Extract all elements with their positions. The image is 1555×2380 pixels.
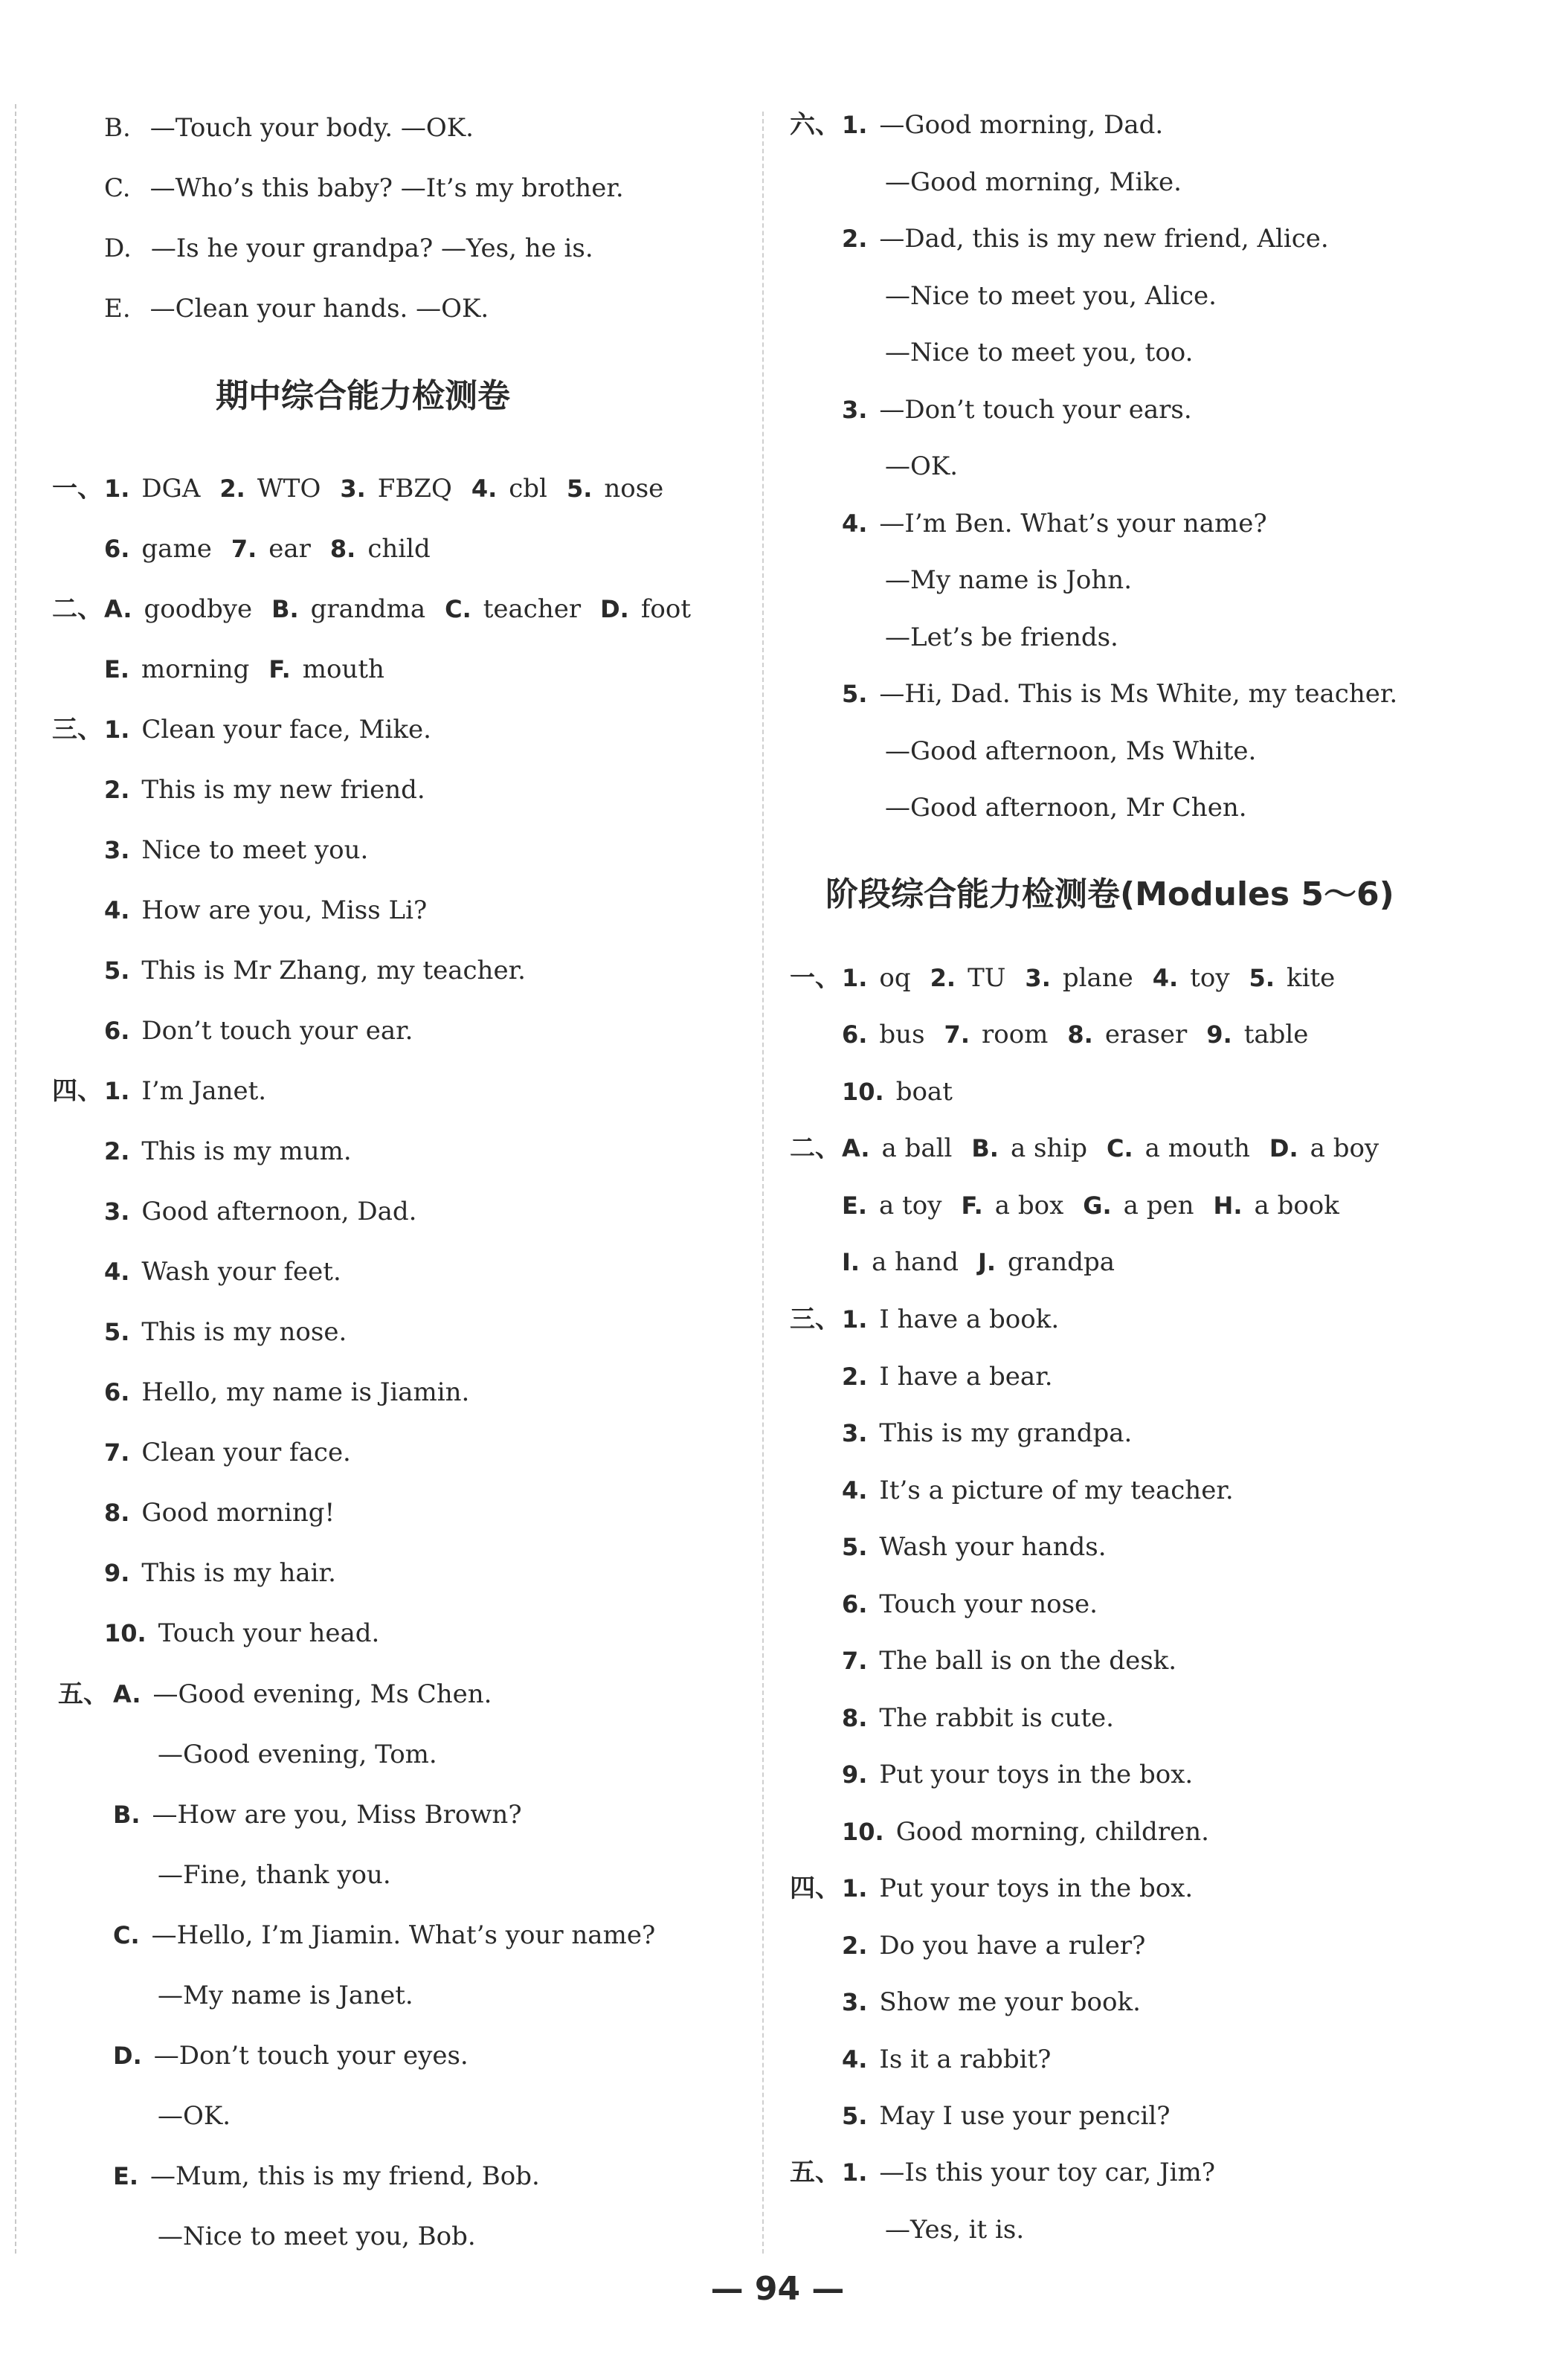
item-number: D. [1269,1134,1298,1162]
list-item [842,679,1397,709]
list-item [842,509,1267,538]
item-answer: teacher [483,594,582,624]
answer-row [104,594,691,624]
item-answer: foot [640,594,692,624]
item-answer: Touch your head. [158,1618,380,1648]
item-answer: —Good afternoon, Ms White. [885,736,1257,766]
item-number: C. [113,1921,140,1949]
list-item [104,1136,352,1166]
item-answer: FBZQ [377,474,452,504]
item-number: 9. [104,1559,130,1587]
list-item [842,2045,1051,2074]
column-divider [762,112,764,2254]
item-number: 4. [471,475,498,503]
item-number: 5. [104,956,130,985]
item-number: I. [842,1248,860,1276]
item-answer: a mouth [1144,1133,1250,1163]
item-answer: a ship [1010,1133,1087,1163]
section-label: 三、 [52,715,103,744]
item-answer: TU [968,963,1006,993]
item-answer: —OK. [158,2101,231,2131]
item-number: 1. [104,475,130,503]
item-answer: —Fine, thank you. [158,1860,391,1890]
list-item [113,1679,492,1709]
item-answer: table [1243,1020,1309,1049]
list-item [885,565,1132,595]
item-number: A. [113,1680,141,1708]
item-number: 4. [842,1476,868,1505]
item-answer: WTO [257,474,321,504]
item-answer: This is Mr Zhang, my teacher. [141,956,526,985]
item-answer: It’s a picture of my teacher. [879,1475,1234,1505]
item-answer: —OK. [885,451,959,481]
item-number: 5. [566,475,593,503]
item-answer: —Yes, it is. [885,2214,1025,2245]
item-label: C. [104,173,131,203]
item-number: C. [445,595,471,623]
item-number: 9. [1206,1020,1232,1049]
item-answer: —Nice to meet you, too. [885,338,1194,367]
item-number: 4. [104,1258,130,1286]
list-item [113,1920,655,1950]
item-label: B. [104,113,131,143]
item-text: —Touch your body. —OK. [149,113,474,143]
item-number: 2. [842,225,868,253]
item-answer: —Nice to meet you, Alice. [885,280,1217,311]
answer-row [842,1077,953,1107]
item-number: 3. [842,1988,868,2016]
list-item [842,1703,1114,1733]
item-answer: nose [604,474,664,504]
item-answer: a hand [872,1247,959,1277]
item-number: 7. [104,1438,130,1467]
top-item [104,113,474,143]
item-number: 7. [231,535,257,563]
item-answer: I have a book. [879,1305,1060,1334]
list-item [842,1418,1132,1448]
item-answer: Is it a rabbit? [879,2044,1052,2074]
item-number: 6. [842,1020,868,1049]
item-text: —Clean your hands. —OK. [149,294,489,324]
item-number: 2. [930,964,956,992]
item-answer: This is my hair. [141,1558,336,1588]
top-item [104,234,593,263]
list-item [842,1532,1107,1562]
item-answer: The ball is on the desk. [879,1646,1177,1676]
item-answer: Don’t touch your ear. [141,1016,413,1046]
item-answer: a book [1254,1191,1339,1220]
item-number: 8. [329,535,356,563]
item-answer: game [141,534,212,564]
list-item [842,1760,1193,1789]
item-number: 8. [842,1703,868,1732]
section-title-midterm: 期中综合能力检测卷 [216,377,510,415]
item-answer: —Dad, this is my new friend, Alice. [879,224,1329,254]
list-item [885,451,958,481]
item-number: 8. [1067,1020,1093,1049]
item-number: 4. [842,509,868,538]
item-answer: cbl [509,474,547,504]
list-item [104,715,431,744]
item-text: —Is he your grandpa? —Yes, he is. [150,234,593,263]
item-number: 4. [842,2045,868,2074]
item-number: 7. [842,1647,868,1675]
item-number: 8. [104,1499,130,1527]
item-answer: Clean your face, Mike. [141,715,431,744]
list-item [113,2041,469,2071]
item-number: F. [961,1191,983,1220]
answer-row [842,1133,1379,1163]
list-item [842,2101,1170,2131]
top-item [104,294,489,324]
item-number: 5. [842,2102,868,2130]
item-answer: How are you, Miss Li? [141,895,428,925]
list-item [104,1076,266,1106]
section-label: 四、 [790,1874,840,1903]
item-number: 2. [104,1137,130,1165]
list-item [104,1618,379,1648]
answer-row [104,474,663,504]
item-answer: Hello, my name is Jiamin. [141,1377,470,1407]
item-answer: —Mum, this is my friend, Bob. [150,2161,540,2191]
item-number: 5. [842,1533,868,1561]
list-item [104,956,526,985]
page-number: — 94 — [710,2270,845,2308]
item-answer: Show me your book. [879,1987,1141,2017]
item-answer: a ball [881,1133,953,1163]
list-item [842,1646,1176,1676]
item-answer: —Good morning, Mike. [885,167,1182,197]
item-answer: —Nice to meet you, Bob. [158,2222,476,2251]
item-answer: kite [1286,963,1336,993]
answer-row [104,534,431,564]
list-item [104,895,427,925]
item-answer: This is my new friend. [141,775,425,805]
item-answer: Put your toys in the box. [879,1760,1194,1789]
list-item [104,775,425,805]
item-answer: —Hi, Dad. This is Ms White, my teacher. [879,679,1398,709]
item-number: 1. [842,111,868,139]
list-item [842,110,1163,140]
item-number: 1. [842,2158,868,2187]
item-answer: —Good afternoon, Mr Chen. [885,793,1247,823]
list-item [104,1377,469,1407]
list-item [842,2158,1215,2187]
item-number: E. [104,655,130,684]
item-answer: —Let’s be friends. [885,622,1118,652]
list-item [158,2222,476,2251]
item-answer: Wash your feet. [141,1257,341,1287]
section-label: 一、 [790,963,840,993]
section-label: 二、 [52,594,103,624]
item-number: B. [971,1134,999,1162]
section-title-stage: 阶段综合能力检测卷(Modules 5～6) [825,875,1394,913]
list-item [885,793,1247,823]
item-answer: oq [879,963,911,993]
item-number: 2. [104,776,130,804]
item-number: 1. [104,715,130,744]
answer-row [104,654,384,684]
item-number: 3. [842,1419,868,1447]
item-answer: a boy [1310,1133,1379,1163]
list-item [104,1197,416,1226]
item-number: 1. [842,964,868,992]
list-item [885,623,1118,652]
list-item [842,1931,1145,1961]
item-number: 4. [104,896,130,924]
top-item [104,173,624,203]
item-number: G. [1083,1191,1112,1220]
item-number: 6. [842,1589,868,1618]
list-item [104,835,368,865]
item-number: 1. [104,1077,130,1105]
item-answer: bus [879,1020,925,1049]
item-number: A. [104,595,132,623]
item-answer: a toy [879,1191,942,1220]
item-number: 3. [842,395,868,424]
list-item [842,1987,1141,2017]
answer-row [842,1191,1339,1220]
list-item [885,167,1182,197]
item-answer: child [367,534,431,564]
item-number: 1. [842,1874,868,1903]
answer-row [842,1247,1115,1277]
item-number: 10. [842,1078,884,1106]
item-answer: I’m Janet. [141,1076,267,1106]
list-item [158,1860,391,1890]
item-answer: —My name is John. [885,565,1132,595]
list-item [842,224,1329,254]
list-item [104,1257,341,1287]
item-number: D. [113,2042,142,2070]
list-item [842,1589,1098,1619]
item-answer: a pen [1123,1191,1194,1220]
list-item [113,1800,522,1830]
list-item [104,1498,335,1528]
item-answer: May I use your pencil? [879,2101,1171,2131]
item-number: 6. [104,1378,130,1406]
item-number: 6. [104,535,130,563]
list-item [842,395,1192,425]
item-number: 3. [340,475,366,503]
item-answer: —Don’t touch your ears. [879,394,1192,425]
item-answer: Wash your hands. [879,1532,1107,1562]
item-number: D. [600,595,629,623]
item-answer: room [981,1020,1049,1049]
item-answer: Touch your nose. [879,1589,1098,1619]
item-number: 1. [842,1305,868,1334]
item-answer: —Don’t touch your eyes. [153,2041,469,2071]
answer-row [842,963,1335,993]
item-answer: This is my mum. [141,1136,352,1166]
item-answer: Good afternoon, Dad. [141,1197,417,1226]
section-label: 六、 [790,110,840,140]
item-number: 7. [944,1020,970,1049]
list-item [842,1362,1053,1392]
item-number: F. [268,655,291,684]
item-number: B. [113,1801,141,1829]
item-answer: Do you have a ruler? [879,1930,1146,1961]
item-number: 5. [842,680,868,708]
list-item [885,281,1217,311]
answer-row [842,1020,1308,1049]
item-number: 6. [104,1017,130,1045]
item-answer: Good morning! [141,1498,335,1528]
section-label: 五、 [58,1679,109,1709]
section-label: 五、 [790,2158,840,2187]
item-number: J. [977,1248,997,1276]
item-number: 10. [842,1817,884,1846]
list-item [104,1016,413,1046]
item-number: E. [113,2162,139,2190]
list-item [113,2161,540,2191]
section-label: 三、 [790,1305,840,1334]
item-answer: goodbye [144,594,253,624]
item-number: 3. [104,836,130,864]
item-answer: grandpa [1008,1247,1115,1277]
item-answer: —Good evening, Tom. [158,1740,437,1769]
item-number: 5. [104,1318,130,1346]
item-answer: —How are you, Miss Brown? [152,1800,522,1830]
item-number: E. [842,1191,868,1220]
item-number: 2. [219,475,245,503]
list-item [842,1874,1193,1903]
item-answer: plane [1062,963,1133,993]
item-answer: —Good evening, Ms Chen. [152,1679,492,1709]
item-answer: Put your toys in the box. [879,1874,1194,1903]
list-item [158,1981,413,2010]
list-item [158,2101,231,2131]
item-number: C. [1107,1134,1133,1162]
item-number: A. [842,1134,870,1162]
item-number: 2. [842,1931,868,1960]
list-item [842,1817,1209,1847]
item-answer: morning [141,654,250,684]
item-number: B. [271,595,299,623]
list-item [158,1740,437,1769]
item-number: 4. [1152,964,1179,992]
item-answer: DGA [141,474,201,504]
item-answer: This is my nose. [141,1317,347,1347]
item-answer: eraser [1104,1020,1188,1049]
item-answer: grandma [310,594,426,624]
item-answer: I have a bear. [879,1361,1053,1392]
item-number: 9. [842,1760,868,1789]
item-answer: —Good morning, Dad. [879,110,1164,140]
item-answer: Nice to meet you. [141,835,369,865]
item-answer: boat [895,1077,953,1107]
list-item [885,338,1194,367]
section-label: 二、 [790,1133,840,1163]
item-number: 5. [1249,964,1275,992]
item-number: H. [1213,1191,1243,1220]
item-answer: a box [994,1191,1064,1220]
item-answer: —Is this your toy car, Jim? [879,2158,1216,2187]
item-answer: Good morning, children. [895,1816,1209,1847]
section-label: 一、 [52,474,103,504]
item-label: D. [104,234,132,263]
item-answer: This is my grandpa. [879,1418,1133,1448]
item-answer: —My name is Janet. [158,1981,413,2010]
item-answer: toy [1190,963,1230,993]
item-answer: —Hello, I’m Jiamin. What’s your name? [151,1920,656,1950]
list-item [885,2215,1024,2245]
item-answer: —I’m Ben. What’s your name? [879,508,1267,538]
list-item [104,1317,347,1347]
item-answer: ear [268,534,311,564]
item-number: 3. [104,1197,130,1226]
item-answer: mouth [302,654,384,684]
item-number: 2. [842,1362,868,1391]
binding-edge-line [15,104,30,2254]
item-text: —Who’s this baby? —It’s my brother. [149,173,624,203]
list-item [104,1558,336,1588]
list-item [885,736,1256,766]
item-answer: The rabbit is cute. [879,1702,1114,1733]
list-item [842,1305,1059,1334]
item-answer: Clean your face. [141,1438,351,1467]
item-number: 10. [104,1619,147,1647]
item-number: 3. [1025,964,1051,992]
list-item [104,1438,351,1467]
item-label: E. [104,294,131,324]
section-label: 四、 [52,1076,103,1106]
list-item [842,1476,1234,1505]
